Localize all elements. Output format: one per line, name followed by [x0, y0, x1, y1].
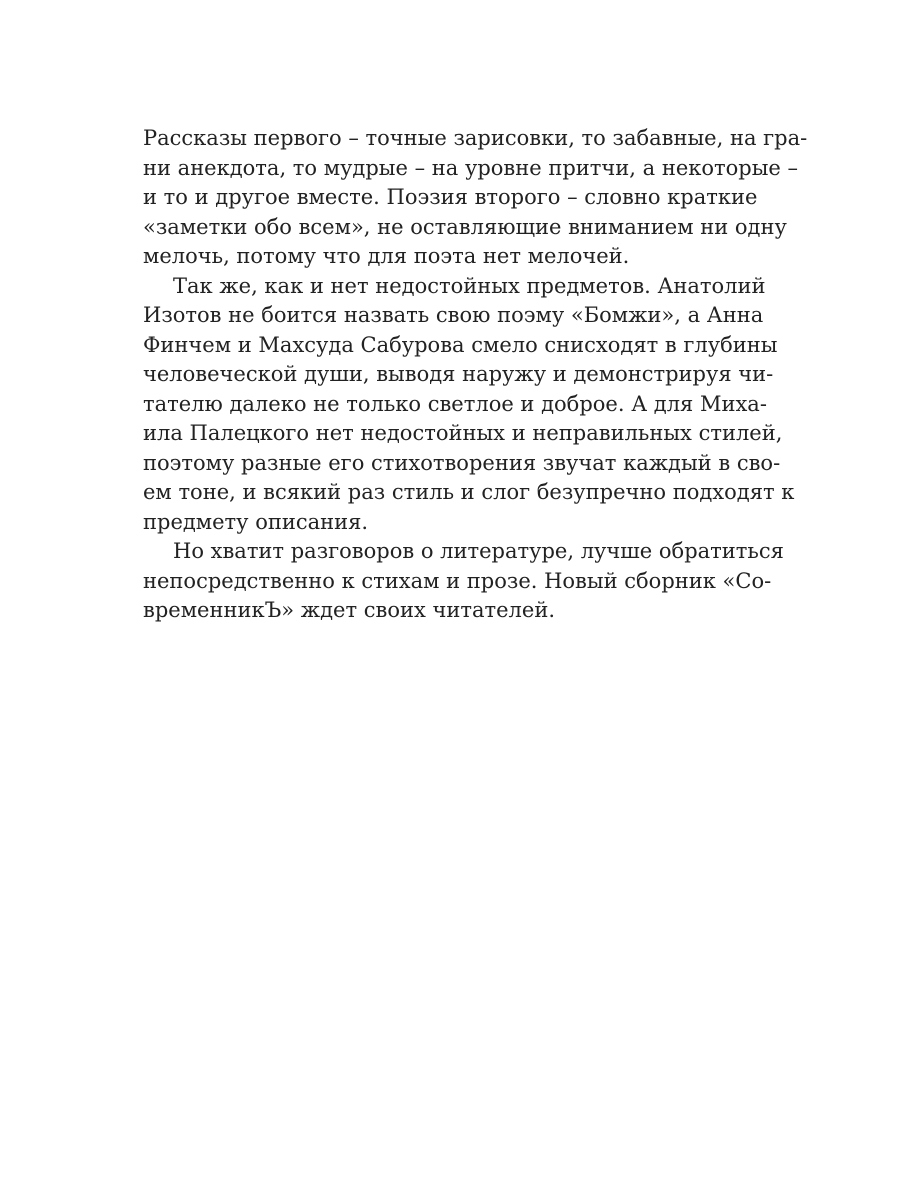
paragraph-3: [143, 537, 784, 626]
text-line: и то и другое вместе. Поэзия второго – словно краткие: [143, 185, 758, 209]
text-line: Финчем и Махсуда Сабурова смело снисходят в глубины: [143, 332, 778, 357]
text-line: ем тоне, и всякий раз стиль и слог безупречно подходят к: [143, 480, 795, 504]
text-line: предмету описания.: [143, 509, 369, 534]
text-line: поэтому разные его стихотворения звучат каждый в сво-: [143, 450, 781, 475]
text-line: человеческой души, выводя наружу и демонстрируя чи-: [143, 362, 774, 386]
text-line: ила Палецкого нет недостойных и неправильных стилей,: [143, 421, 783, 445]
text-line: Так же, как и нет недостойных предметов. Анатолий: [173, 273, 766, 298]
paragraph-2: [143, 272, 795, 538]
text-line: ни анекдота, то мудрые – на уровне притчи, а некоторые –: [143, 155, 799, 180]
text-line: временникЪ» ждет своих читателей.: [143, 598, 555, 622]
paragraph-1: [143, 124, 808, 272]
text-line: непосредственно к стихам и прозе. Новый сборник «Со-: [143, 568, 772, 593]
text-line: Рассказы первого – точные зарисовки, то забавные, на гра-: [143, 126, 808, 150]
text-line: тателю далеко не только светлое и доброе. А для Миха-: [143, 391, 767, 416]
text-line: Изотов не боится назвать свою поэму «Бомжи», а Анна: [143, 303, 764, 327]
body-text: [143, 124, 808, 626]
text-line: «заметки обо всем», не оставляющие вниманием ни одну: [143, 214, 787, 239]
text-line: мелочь, потому что для поэта нет мелочей.: [143, 244, 630, 268]
text-line: Но хватит разговоров о литературе, лучше обратиться: [173, 539, 784, 563]
